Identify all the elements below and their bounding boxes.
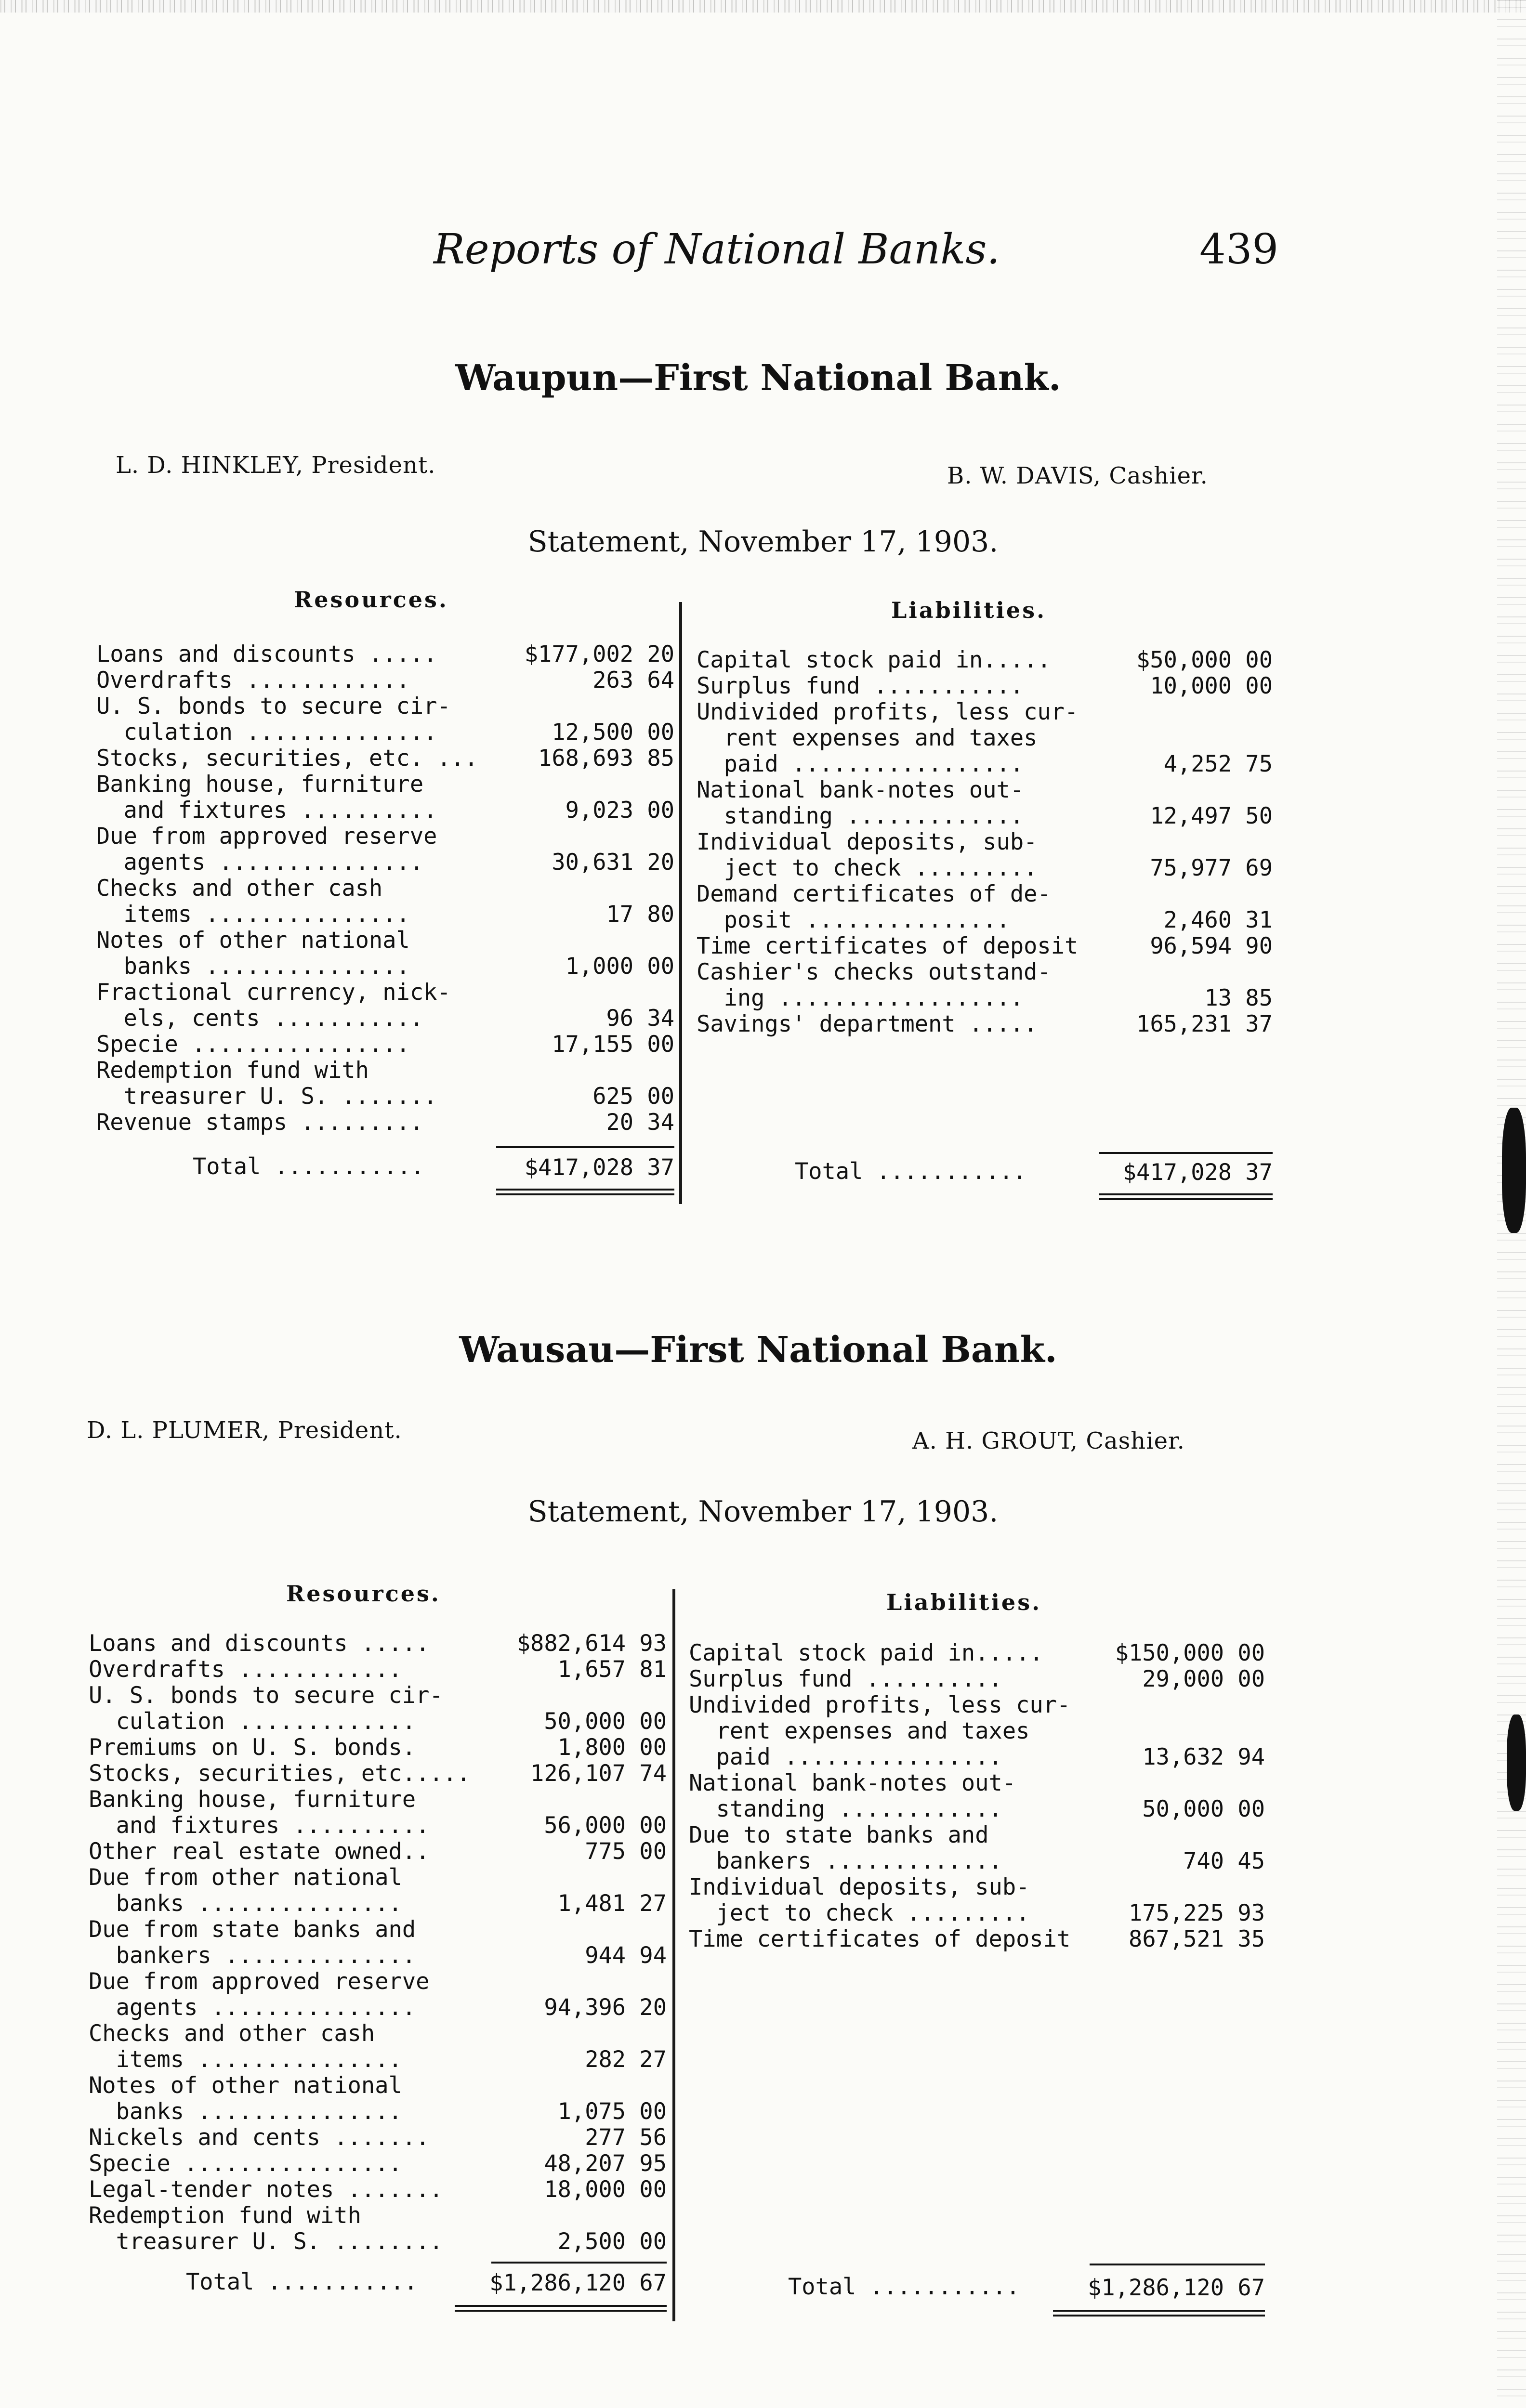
liabilities-total: $417,028 37 xyxy=(1122,1159,1273,1186)
line-item-label: Fractional currency, nick- els, cents ........... xyxy=(96,979,451,1032)
line-item-amount: 56,000 00 xyxy=(544,1812,667,1839)
resource-row xyxy=(89,1865,667,1917)
total-double-rule xyxy=(1053,2310,1265,2316)
line-item-label: U. S. bonds to secure cir- culation .............. xyxy=(96,693,451,746)
liability-row xyxy=(697,1011,1273,1037)
line-item-amount: 4,252 75 xyxy=(1163,751,1273,777)
total-rule xyxy=(496,1146,674,1148)
column-divider xyxy=(679,602,682,1204)
liability-row xyxy=(689,1926,1265,1952)
total-double-rule xyxy=(496,1189,674,1195)
line-item-amount: 175,225 93 xyxy=(1129,1900,1265,1926)
bank-title xyxy=(0,357,1526,399)
line-item-amount: 1,075 00 xyxy=(557,2098,667,2125)
line-item-label: Banking house, furniture and fixtures .......... xyxy=(96,771,437,824)
line-item-label: Overdrafts ............ xyxy=(96,667,410,694)
liability-row xyxy=(689,1822,1265,1874)
line-item-amount: 625 00 xyxy=(592,1083,674,1110)
line-item-label: Capital stock paid in..... xyxy=(697,647,1051,673)
line-item-label: Legal-tender notes ....... xyxy=(89,2176,443,2203)
liability-row xyxy=(697,647,1273,673)
liability-row xyxy=(689,1640,1265,1666)
line-item-label: Notes of other national banks ............... xyxy=(96,927,410,980)
line-item-amount: 944 94 xyxy=(585,1942,667,1969)
resources-total: $417,028 37 xyxy=(524,1154,674,1181)
liability-row xyxy=(697,777,1273,829)
line-item-label: Revenue stamps ......... xyxy=(96,1109,424,1136)
line-item-label: Specie ................ xyxy=(96,1031,410,1058)
page-number: 439 xyxy=(1199,225,1279,274)
line-item-label: Nickels and cents ....... xyxy=(89,2124,430,2151)
line-item-amount: 775 00 xyxy=(585,1838,667,1865)
liabilities-list xyxy=(689,1640,1265,1952)
line-item-label: Checks and other cash items ............... xyxy=(96,875,410,928)
line-item-amount: 96 34 xyxy=(606,1005,674,1032)
line-item-label: Due from other national banks ............... xyxy=(89,1864,402,1917)
statement-date: Statement, November 17, 1903. xyxy=(527,1495,999,1529)
line-item-amount: 277 56 xyxy=(585,2124,667,2151)
line-item-label: Stocks, securities, etc..... xyxy=(89,1760,471,1787)
line-item-amount: 10,000 00 xyxy=(1150,673,1273,699)
line-item-amount: $882,614 93 xyxy=(516,1630,667,1657)
liability-row xyxy=(689,1692,1265,1770)
resource-row xyxy=(89,2177,667,2203)
resource-row xyxy=(89,1917,667,1969)
resource-row xyxy=(96,1032,674,1058)
line-item-label: Premiums on U. S. bonds. xyxy=(89,1734,416,1761)
resources-heading: Resources. xyxy=(286,1581,441,1607)
line-item-amount: 30,631 20 xyxy=(552,849,674,876)
liability-row xyxy=(697,673,1273,699)
liabilities-heading: Liabilities. xyxy=(891,597,1047,623)
line-item-amount: 75,977 69 xyxy=(1150,855,1273,881)
total-double-rule xyxy=(455,2305,667,2312)
line-item-label: Due from state banks and bankers .............. xyxy=(89,1916,416,1969)
bank-title-text: Wausau—First National Bank. xyxy=(459,1329,1057,1371)
line-item-label: Time certificates of deposit xyxy=(697,933,1079,959)
resources-total-label: Total ........... xyxy=(193,1153,425,1180)
line-item-amount: 740 45 xyxy=(1183,1848,1265,1874)
line-item-label: Cashier's checks outstand- ing .................. xyxy=(697,959,1051,1011)
line-item-amount: 17,155 00 xyxy=(552,1031,674,1058)
resource-row xyxy=(89,1787,667,1839)
line-item-label: Demand certificates of de- posit ............... xyxy=(697,881,1051,933)
total-double-rule xyxy=(1099,1193,1273,1200)
line-item-amount: 1,657 81 xyxy=(557,1656,667,1683)
liability-row xyxy=(697,699,1273,777)
line-item-amount: 9,023 00 xyxy=(565,797,674,824)
running-title: Reports of National Banks. xyxy=(434,225,1000,274)
line-item-amount: 94,396 20 xyxy=(544,1994,667,2021)
line-item-amount: 168,693 85 xyxy=(538,745,674,772)
line-item-label: Due from approved reserve agents ............... xyxy=(96,823,437,876)
resource-row xyxy=(96,641,674,667)
line-item-label: Specie ................ xyxy=(89,2150,402,2177)
line-item-amount: 20 34 xyxy=(606,1109,674,1136)
president-name: D. L. PLUMER, President. xyxy=(87,1417,402,1444)
resource-row xyxy=(96,928,674,980)
liability-row xyxy=(689,1874,1265,1926)
line-item-label: Redemption fund with treasurer U. S. ........ xyxy=(89,2202,443,2255)
scan-blot xyxy=(1502,1108,1526,1233)
resource-row xyxy=(96,824,674,876)
total-rule xyxy=(1090,2264,1265,2265)
cashier-name: A. H. GROUT, Cashier. xyxy=(912,1427,1185,1454)
resource-row xyxy=(89,1631,667,1657)
resources-list xyxy=(96,641,674,1136)
line-item-label: Undivided profits, less cur- rent expenses and taxes paid ................. xyxy=(697,699,1079,777)
line-item-amount: 18,000 00 xyxy=(544,2176,667,2203)
line-item-amount: $177,002 20 xyxy=(524,641,674,667)
page-header xyxy=(0,225,1526,293)
line-item-label: National bank-notes out- standing ............ xyxy=(689,1770,1016,1822)
resource-row xyxy=(89,1761,667,1787)
resources-total: $1,286,120 67 xyxy=(489,2270,667,2296)
line-item-label: Redemption fund with treasurer U. S. ....... xyxy=(96,1057,437,1110)
column-divider xyxy=(672,1589,675,2321)
line-item-amount: 1,000 00 xyxy=(565,953,674,980)
scan-edge-top xyxy=(0,0,1526,13)
liabilities-list xyxy=(697,647,1273,1037)
resources-total-label: Total ........... xyxy=(186,2269,418,2295)
resource-row xyxy=(89,1683,667,1735)
line-item-amount: 12,500 00 xyxy=(552,719,674,746)
resource-row xyxy=(89,2125,667,2151)
line-item-amount: 1,481 27 xyxy=(557,1890,667,1917)
resource-row xyxy=(96,694,674,746)
resource-row xyxy=(89,1839,667,1865)
resource-row xyxy=(96,876,674,928)
line-item-label: Due to state banks and bankers ............. xyxy=(689,1822,1002,1874)
line-item-amount: 165,231 37 xyxy=(1136,1011,1273,1037)
line-item-amount: $50,000 00 xyxy=(1136,647,1273,673)
line-item-label: Checks and other cash items ............... xyxy=(89,2020,402,2073)
resource-row xyxy=(89,2021,667,2073)
line-item-amount: 13,632 94 xyxy=(1142,1744,1265,1770)
resources-heading: Resources. xyxy=(294,587,448,613)
cashier-name: B. W. DAVIS, Cashier. xyxy=(947,462,1208,489)
line-item-label: Time certificates of deposit xyxy=(689,1926,1071,1952)
line-item-amount: 48,207 95 xyxy=(544,2150,667,2177)
liability-row xyxy=(689,1770,1265,1822)
president-name: L. D. HINKLEY, President. xyxy=(116,452,436,479)
line-item-label: Undivided profits, less cur- rent expenses and taxes paid ................ xyxy=(689,1692,1071,1770)
total-rule xyxy=(491,2262,667,2264)
resource-row xyxy=(96,1110,674,1136)
line-item-label: Capital stock paid in..... xyxy=(689,1640,1043,1666)
line-item-label: Individual deposits, sub- ject to check ......... xyxy=(697,829,1038,881)
resource-row xyxy=(96,980,674,1032)
line-item-amount: 1,800 00 xyxy=(557,1734,667,1761)
resource-row xyxy=(89,1735,667,1761)
line-item-amount: 2,500 00 xyxy=(557,2228,667,2255)
line-item-amount: 50,000 00 xyxy=(544,1708,667,1735)
resource-row xyxy=(89,2203,667,2255)
line-item-label: Overdrafts ............ xyxy=(89,1656,402,1683)
line-item-amount: 13 85 xyxy=(1204,985,1273,1011)
line-item-label: Surplus fund ........... xyxy=(697,673,1024,699)
resource-row xyxy=(89,1969,667,2021)
line-item-amount: 29,000 00 xyxy=(1142,1666,1265,1692)
line-item-label: Loans and discounts ..... xyxy=(89,1630,430,1657)
line-item-amount: 12,497 50 xyxy=(1150,803,1273,829)
resource-row xyxy=(96,1058,674,1110)
resource-row xyxy=(89,2073,667,2125)
line-item-label: Savings' department ..... xyxy=(697,1011,1038,1037)
line-item-label: Surplus fund .......... xyxy=(689,1666,1002,1692)
statement-date: Statement, November 17, 1903. xyxy=(527,525,999,559)
bank-title-text: Waupun—First National Bank. xyxy=(455,357,1061,399)
line-item-amount: $150,000 00 xyxy=(1115,1640,1265,1666)
liabilities-total-label: Total ........... xyxy=(788,2274,1020,2300)
liabilities-total: $1,286,120 67 xyxy=(1088,2275,1265,2301)
resource-row xyxy=(96,772,674,824)
line-item-label: Individual deposits, sub- ject to check ......... xyxy=(689,1874,1030,1926)
line-item-amount: 2,460 31 xyxy=(1163,907,1273,933)
line-item-label: Due from approved reserve agents ............... xyxy=(89,1968,430,2021)
resource-row xyxy=(96,746,674,772)
liability-row xyxy=(689,1666,1265,1692)
line-item-amount: 17 80 xyxy=(606,901,674,928)
line-item-amount: 263 64 xyxy=(592,667,674,694)
bank-title xyxy=(0,1329,1526,1371)
line-item-label: U. S. bonds to secure cir- culation ............. xyxy=(89,1682,443,1735)
liabilities-total-label: Total ........... xyxy=(795,1158,1027,1185)
line-item-amount: 96,594 90 xyxy=(1150,933,1273,959)
line-item-amount: 50,000 00 xyxy=(1142,1796,1265,1822)
liability-row xyxy=(697,933,1273,959)
line-item-amount: 126,107 74 xyxy=(530,1760,667,1787)
liability-row xyxy=(697,959,1273,1011)
resource-row xyxy=(89,1657,667,1683)
line-item-amount: 867,521 35 xyxy=(1129,1926,1265,1952)
total-rule xyxy=(1099,1152,1273,1154)
resource-row xyxy=(96,667,674,694)
liability-row xyxy=(697,881,1273,933)
line-item-label: Banking house, furniture and fixtures .......... xyxy=(89,1786,430,1839)
resource-row xyxy=(89,2151,667,2177)
line-item-label: Loans and discounts ..... xyxy=(96,641,437,667)
liability-row xyxy=(697,829,1273,881)
line-item-label: National bank-notes out- standing ............. xyxy=(697,777,1024,829)
line-item-amount: 282 27 xyxy=(585,2046,667,2073)
scan-blot xyxy=(1507,1714,1526,1811)
line-item-label: Notes of other national banks ............... xyxy=(89,2072,402,2125)
line-item-label: Stocks, securities, etc. ... xyxy=(96,745,478,772)
liabilities-heading: Liabilities. xyxy=(886,1589,1042,1615)
line-item-label: Other real estate owned.. xyxy=(89,1838,430,1865)
resources-list xyxy=(89,1631,667,2255)
